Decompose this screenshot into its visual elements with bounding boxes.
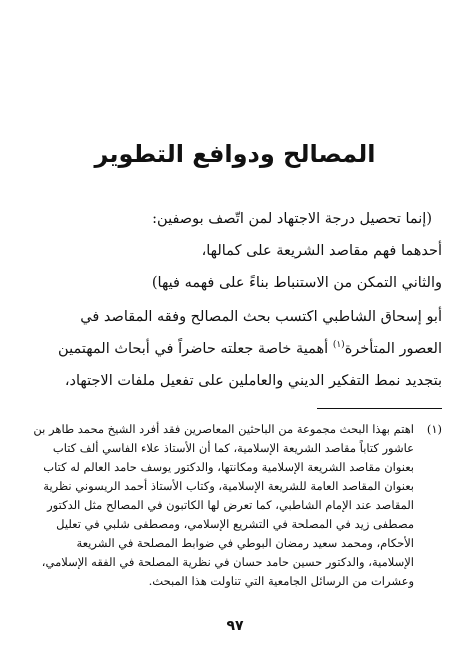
footnote-line: وعشرات من الرسائل الجامعية التي تناولت هذا المبحث. (148, 574, 414, 588)
body-line-quote-3: والثاني التمكن من الاستنباط بناءً على فهمه فيها) (151, 275, 442, 291)
body-line-paragraph-3: بتجديد نمط التفكير الديني والعاملين على تفعيل ملفات الاجتهاد، (64, 373, 442, 389)
footnote-number: (١) (426, 422, 442, 436)
body-line-paragraph-1: أبو إسحاق الشاطبي اكتسب بحث المصالح وفقه المقاصد في (80, 309, 442, 325)
body-line-paragraph-2 (24, 338, 442, 360)
page-number: ٩٧ (226, 618, 244, 634)
footnote-reference: (١) (332, 340, 345, 351)
footnote-line: المقاصد عند الإمام الشاطبي، كما تعرض لها الكاتبون في المصالح مثل الدكتور (47, 498, 414, 512)
chapter-title: المصالح ودوافع التطوير (94, 140, 376, 168)
body-line-quote-1: (إنما تحصيل درجة الاجتهاد لمن اتّصف بوصفين: (152, 211, 432, 227)
footnote-line: اهتم بهذا البحث مجموعة من الباحثين المعاصرين فقد أفرد الشيخ محمد طاهر بن (33, 422, 414, 436)
footnote-line: الإسلامية، والدكتور حسين حامد حسان في نظرية المصلحة في الفقه الإسلامي، (41, 555, 414, 569)
footnote-line: الأحكام، ومحمد سعيد رمضان البوطي في ضوابط المصلحة في الشريعة (76, 536, 414, 550)
body-line-paragraph-2-end: أهمية خاصة جعلته حاضراً في أبحاث المهتمين (58, 341, 333, 357)
body-line-paragraph-2-start: العصور المتأخرة (344, 341, 442, 357)
footnote-line: مصطفى زيد في المصلحة في التشريع الإسلامي، ومصطفى شلبي في تعليل (56, 517, 414, 531)
footnote-line: بعنوان مقاصد الشريعة الإسلامية ومكانتها، والدكتور يوسف حامد العالم له كتاب (43, 460, 414, 474)
footnote-line: عاشور كتاباً مقاصد الشريعة الإسلامية، كما أن الأستاذ علاء الفاسي ألف كتاب (52, 441, 414, 455)
body-line-quote-2: أحدهما فهم مقاصد الشريعة على كمالها، (201, 243, 442, 259)
footnote-line: بعنوان المقاصد العامة للشريعة الإسلامية، وكتاب الأستاذ أحمد الريسوني نظرية (43, 479, 414, 493)
footnote-divider (317, 408, 442, 409)
